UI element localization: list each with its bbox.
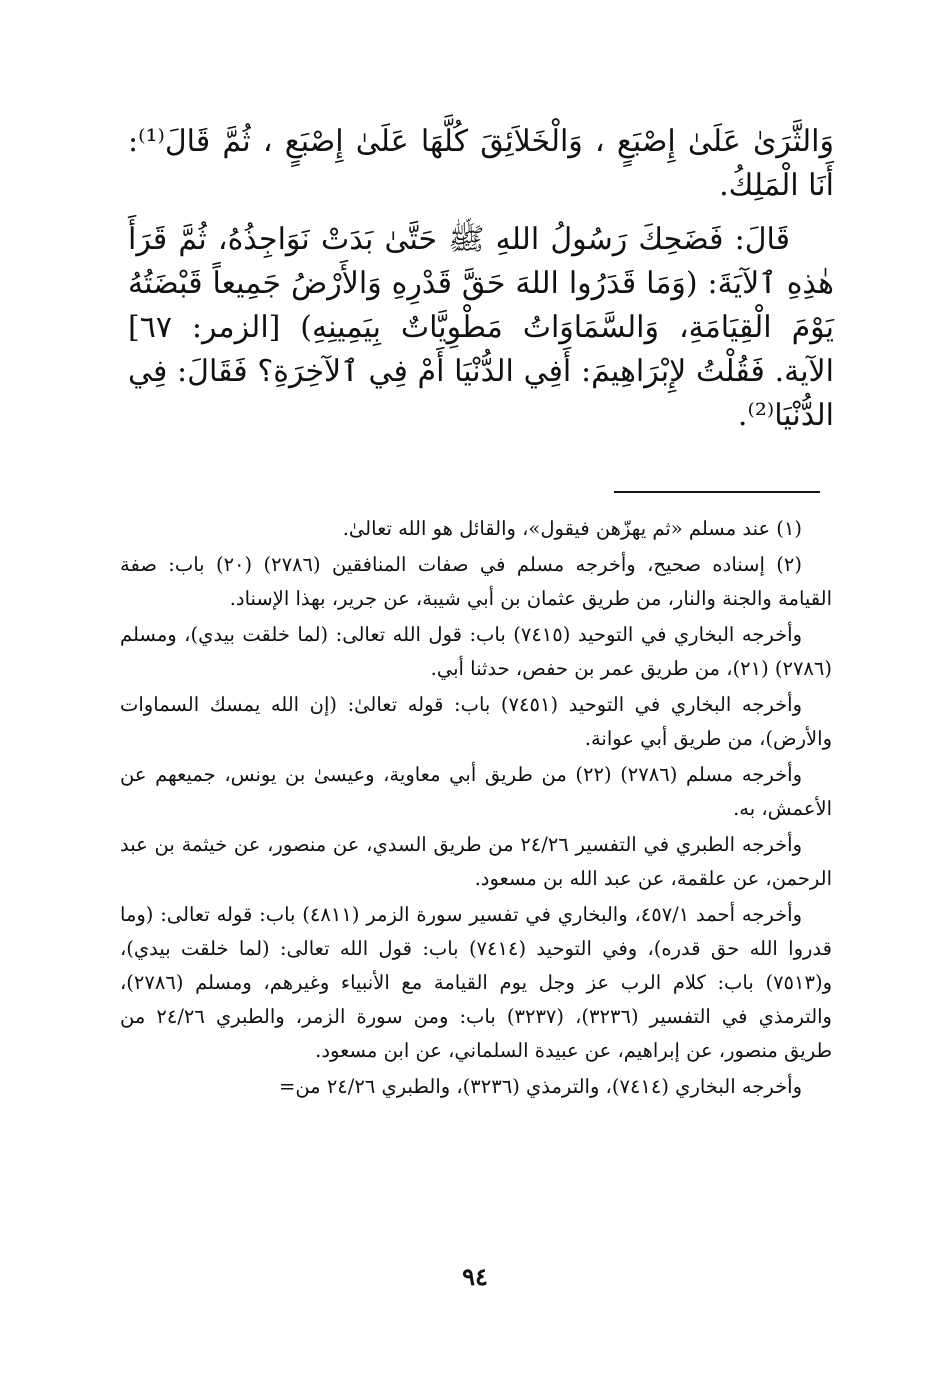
footnote: (٢) إسناده صحيح، وأخرجه مسلم في صفات المنافقين (٢٧٨٦) (٢٠) باب: صفة القيامة والجنة والنار، من طريق عثمان بن أبي شيبة، عن جرير، بهذا الإسناد. — [120, 553, 832, 610]
footnote: (١) عند مسلم «ثم يهزّهن فيقول»، والقائل هو الله تعالىٰ. — [342, 517, 802, 540]
main-paragraph: قَالَ: فَضَحِكَ رَسُولُ اللهِ ﷺ حَتَّىٰ بَدَتْ نَوَاجِذُهُ، ثُمَّ قَرَأَ هٰذِهِ ٱلآيَةَ: (وَمَا قَدَرُوا اللهَ حَقَّ قَدْرِهِ وَالأَرْضُ جَمِيعاً قَبْضَتُهُ يَوْمَ الْقِيَامَةِ، وَالسَّمَاوَاتُ مَطْوِيَّاتٌ بِيَمِينِهِ) [الزمر: ٦٧] الآية. فَقُلْتُ لإِبْرَاهِيمَ: أَفِي الدُّنْيَا أَمْ فِي ٱلآخِرَةِ؟ فَقَالَ: فِي الدُّنْيَا⁽²⁾. — [128, 222, 834, 433]
footnote: وأخرجه الطبري في التفسير ٢٤/٢٦ من طريق السدي، عن منصور، عن خيثمة بن عبد الرحمن، عن علقمة، عن عبد الله بن مسعود. — [120, 833, 832, 890]
footnote: وأخرجه مسلم (٢٧٨٦) (٢٢) من طريق أبي معاوية، وعيسىٰ بن يونس، جميعهم عن الأعمش، به. — [120, 763, 832, 820]
footnote: وأخرجه البخاري (٧٤١٤)، والترمذي (٣٢٣٦)، والطبري ٢٤/٢٦ من= — [279, 1075, 802, 1098]
page-number: ٩٤ — [462, 1262, 488, 1291]
footnote: وأخرجه البخاري في التوحيد (٧٤١٥) باب: قول الله تعالى: (لما خلقت بيدي)، ومسلم (٢٧٨٦) (٢١)، من طريق عمر بن حفص، حدثنا أبي. — [120, 623, 832, 680]
footnote: وأخرجه أحمد ٤٥٧/١، والبخاري في تفسير سورة الزمر (٤٨١١) باب: قوله تعالى: (وما قدروا الله حق قدره)، وفي التوحيد (٧٤١٤) باب: قول الله تعالى: (لما خلقت بيدي)، و(٧٥١٣) باب: كلام الرب عز وجل يوم القيامة مع الأنبياء وغيرهم، ومسلم (٢٧٨٦)، والترمذي في التفسير (٣٢٣٦)، (٣٢٣٧) باب: ومن سورة الزمر، والطبري ٢٤/٢٦ من طريق منصور، عن إبراهيم، عن عبيدة السلماني، عن ابن مسعود. — [120, 903, 832, 1062]
footnotes-block — [120, 512, 832, 1106]
main-paragraph: وَالثَّرَىٰ عَلَىٰ إِصْبَعٍ ، وَالْخَلاَئِقَ كُلَّهَا عَلَىٰ إِصْبَعٍ ، ثُمَّ قَالَ⁽¹⁾: أَنَا الْمَلِكُ. — [128, 124, 834, 203]
footnote-separator — [614, 491, 820, 493]
footnote: وأخرجه البخاري في التوحيد (٧٤٥١) باب: قوله تعالىٰ: (إن الله يمسك السماوات والأرض)، من طريق أبي عوانة. — [120, 693, 832, 750]
main-text-block — [128, 120, 834, 448]
